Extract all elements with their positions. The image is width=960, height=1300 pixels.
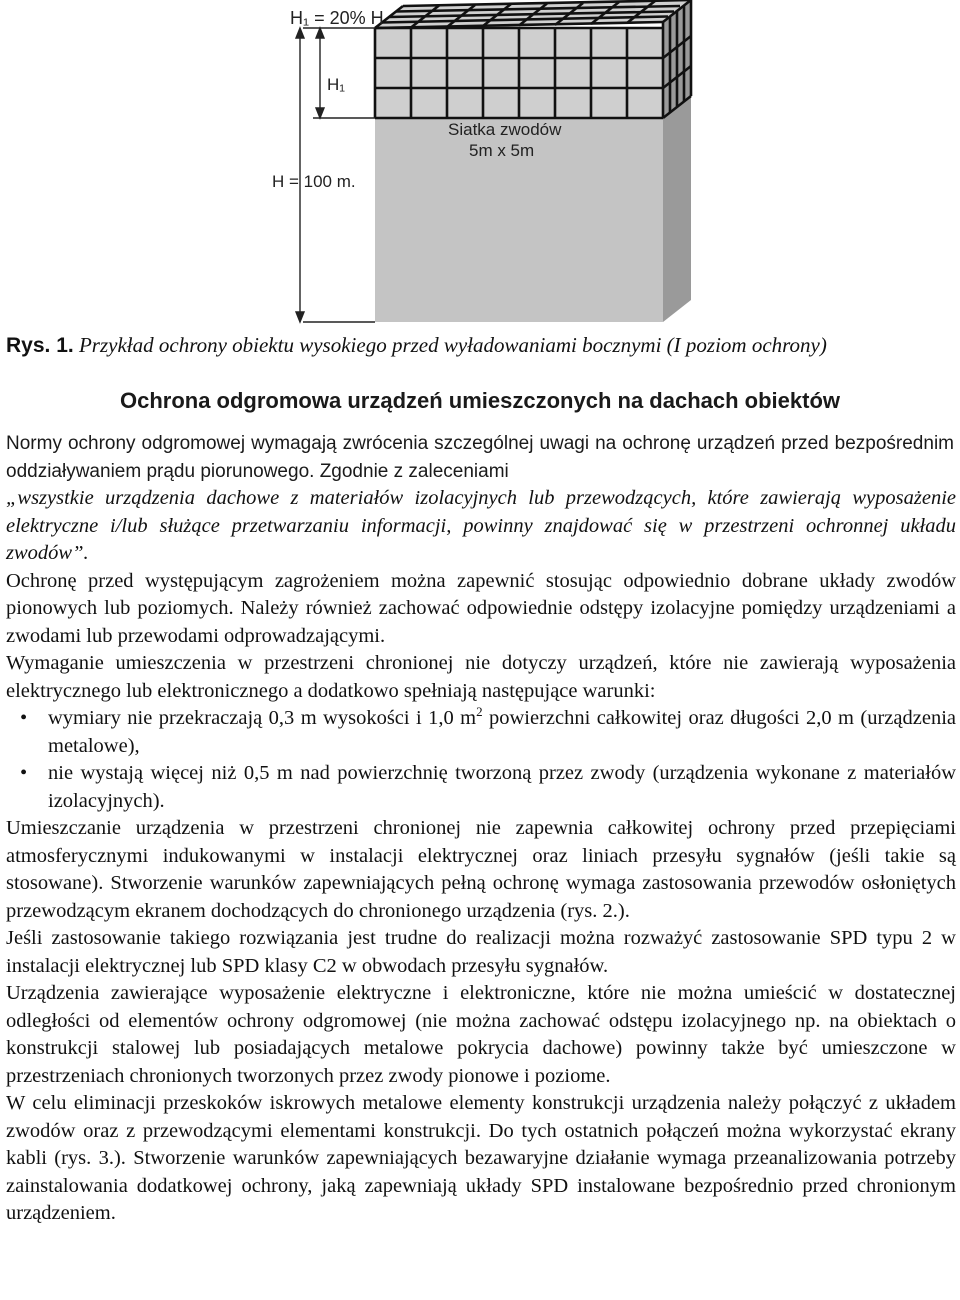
bullet1-after: powierzchni całkowitej oraz długości 2,0 m (urządzenia metalowe), xyxy=(48,707,957,757)
paragraph-devices: Urządzenia zawierające wyposażenie elektryczne i elektroniczne, które nie można umieścić w dostatecznej odległości od elementów ochrony odgromowej (nie można zachować odstępu izolacyjnego np. na obiektach o konstrukcji stalowej lub posiadających metalowe pokrycia dachowe) powinny także być umieszczone w przestrzeniach chronionych tworzonych przez zwody pionowe i poziome. xyxy=(6,982,956,1087)
intro-italic-text: „wszystkie urządzenia dachowe z materiałów izolacyjnych lub przewodzących, które zawierają wyposażenie elektryczne i/lub służące przetwarzaniu informacji, powinny znajdować się w przestrzeni ochronnej układu zwodów”. xyxy=(6,487,956,564)
paragraph-requirement: Wymaganie umieszczenia w przestrzeni chronionej nie dotyczy urządzeń, które nie zawierają wyposażenia elektrycznego lub elektronicznego a dodatkowo spełniają następujące warunki: xyxy=(6,652,956,702)
paragraph-sparks: W celu eliminacji przeskoków iskrowych metalowe elementy konstrukcji urządzenia należy połączyć z układem zwodów oraz z przewodzącymi elementami konstrukcji. Do tych ostatnich połączeń można wykorzystać ekrany kabli (rys. 3.). Stworzenie warunków zapewniających bezawaryjne działanie wymaga przeanalizowania potrzeby zainstalowania dodatkowej ochrony, jaką zapewniają układy SPD instalowane bezpośrednio przed chronionym urządzeniem. xyxy=(6,1092,956,1224)
intro-quote xyxy=(6,485,956,568)
building-mesh-diagram xyxy=(0,0,960,325)
caption-number: Rys. 1. xyxy=(6,334,74,357)
caption-text: Przykład ochrony obiektu wysokiego przed wyładowaniami bocznymi (I poziom ochrony) xyxy=(78,333,827,357)
h1-label: H₁ xyxy=(327,75,346,94)
conditions-list xyxy=(6,705,956,815)
h1-formula-label: H₁ = 20% H xyxy=(290,8,384,28)
bullet1-superscript: 2 xyxy=(476,704,483,719)
paragraph-placing: Umieszczanie urządzenia w przestrzeni chronionej nie zapewnia całkowitej ochrony przed przepięciami atmosferycznymi indukowanymi w instalacji elektrycznej oraz liniach przesyłu sygnałów (jeśli takie są stosowane). Stworzenie warunków zapewniających pełną ochronę wymaga zastosowania przewodów osłoniętych przewodzącym ekranem dochodzących do chronionego urządzenia (rys. 2.). xyxy=(6,817,956,922)
paragraph-protection: Ochronę przed występującym zagrożeniem można zapewnić stosując odpowiednio dobrane układy zwodów pionowych lub poziomych. Należy również zachować odpowiednie odstępy izolacyjne pomiędzy urządzeniami a zwodami lub przewodami odprowadzającymi. xyxy=(6,569,956,647)
building-mesh-figure xyxy=(0,0,960,325)
list-item: • nie wystają więcej niż 0,5 m nad powierzchnię tworzoną przez zwody (urządzenia wykonane z materiałów izolacyjnych). xyxy=(6,760,956,815)
mesh-label-line1: Siatka zwodów xyxy=(448,120,562,139)
figure-caption xyxy=(6,333,956,358)
article-body xyxy=(6,485,956,1228)
paragraph-spd: Jeśli zastosowanie takiego rozwiązania jest trudne do realizacji można rozważyć zastosowanie SPD typu 2 w instalacji elektrycznej lub SPD klasy C2 w obwodach przesyłu sygnałów. xyxy=(6,927,956,977)
intro-normal-text: Normy ochrony odgromowej wymagają zwrócenia szczególnej uwagi na ochronę urządzeń przed bezpośrednim oddziaływaniem prądu piorunowego. Zgodnie z zaleceniami xyxy=(6,433,954,482)
section-heading: Ochrona odgromowa urządzeń umieszczonych na dachach obiektów xyxy=(119,388,841,413)
intro-paragraph xyxy=(6,430,954,486)
bullet1-before: wymiary nie przekraczają 0,3 m wysokości i 1,0 m xyxy=(48,707,477,729)
mesh-label-line2: 5m x 5m xyxy=(469,141,535,160)
list-item xyxy=(6,705,956,760)
height-label: H = 100 m. xyxy=(272,172,356,191)
